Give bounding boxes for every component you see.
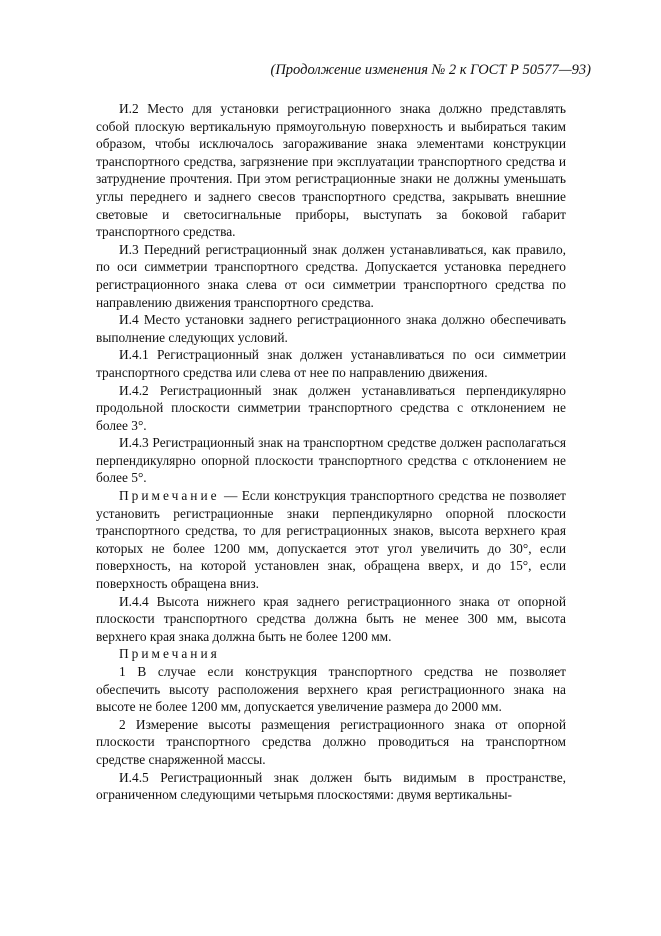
paragraph-i4-4: И.4.4 Высота нижнего края заднего регистрационного знака от опорной плоскости транспортного средства должна быть не менее 300 мм, высота верхнего края знака должна быть не более 1200 мм. [96,593,566,644]
notes-label: Примечания [119,646,220,662]
note-1: 1 В случае если конструкция транспортного средства не позволяет обеспечить высоту расположения верхнего края регистрационного знака на высоте не более 1200 мм, допускается увеличение размера до 2000 мм. [96,664,566,715]
note-label: Примечание [119,488,220,504]
notes-heading [96,645,566,663]
continuation-header: (Продолжение изменения № 2 к ГОСТ Р 50577—93) [270,62,591,78]
paragraph-i4-5: И.4.5 Регистрационный знак должен быть видимым в пространстве, ограниченном следующими четырьмя плоскостями: двумя вертикальны- [96,769,566,803]
note-paragraph [96,487,566,593]
paragraph-i4-1: И.4.1 Регистрационный знак должен устанавливаться по оси симметрии транспортного средства или слева от нее по направлению движения. [96,347,566,380]
document-body [96,100,566,804]
paragraph-i4-3: И.4.3 Регистрационный знак на транспортном средстве должен располагаться перпендикулярно опорной плоскости транспортного средства с отклонением не более 5°. [96,435,566,486]
paragraph-i4: И.4 Место установки заднего регистрационного знака должно обеспечивать выполнение следующих условий. [96,312,566,345]
note-2: 2 Измерение высоты размещения регистрационного знака от опорной плоскости транспортного средства должно проводиться на транспортном средстве снаряженной массы. [96,716,566,767]
note-text: — Если конструкция транспортного средства не позволяет установить регистрационные знаки перпендикулярно опорной плоскости транспортного средства, то для регистрационных знаков, высота верхнего края которых не более 1200 мм, допускается этот угол увеличить до 30°, если поверхность, на которой установлен знак, обращена вверх, и до 15°, если поверхность обращена вниз. [96,488,566,592]
paragraph-i4-2: И.4.2 Регистрационный знак должен устанавливаться перпендикулярно продольной плоскости симметрии транспортного средства с отклонением не более 3°. [96,382,566,433]
paragraph-i2: И.2 Место для установки регистрационного знака должно представлять собой плоскую вертикальную прямоугольную поверхность и выбираться таким образом, чтобы исключалось загораживание знака элементами конструкции транспортного средства, загрязнение при эксплуатации транспортного средства и затруднение прочтения. При этом регистрационные знаки не должны уменьшать углы переднего и заднего свесов транспортного средства, закрывать внешние световые и светосигнальные приборы, выступать за боковой габарит транспортного средства. [96,101,566,240]
paragraph-i3: И.3 Передний регистрационный знак должен устанавливаться, как правило, по оси симметрии транспортного средства. Допускается установка переднего регистрационного знака слева от оси симметрии транспортного средства по направлению движения транспортного средства. [96,241,566,310]
